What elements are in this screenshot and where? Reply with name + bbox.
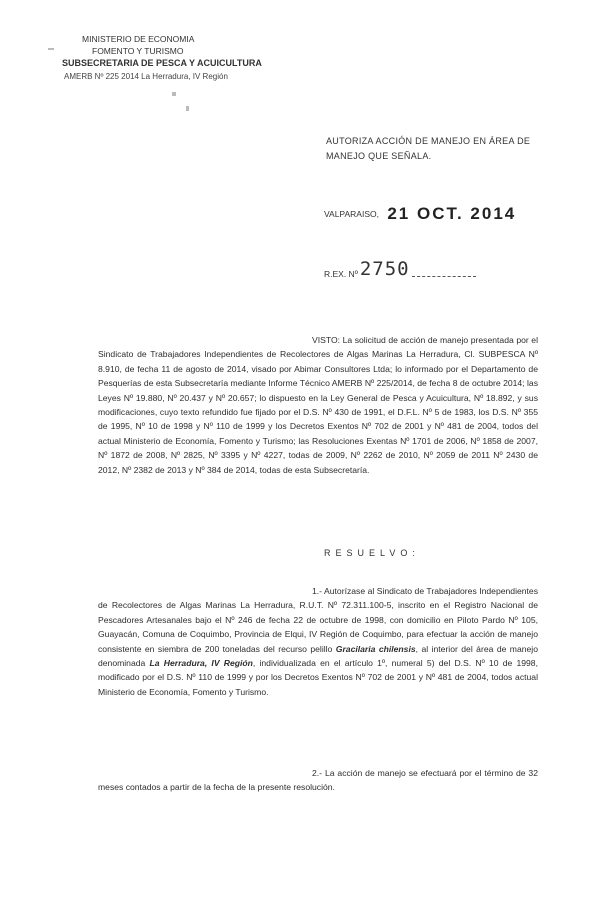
ministry-name: MINISTERIO DE ECONOMIA [82,34,195,44]
place-and-date [324,204,516,224]
place-label: VALPARAISO, [324,209,379,219]
ministry-subtitle: FOMENTO Y TURISMO [92,46,184,56]
scan-mark [186,106,189,111]
article-1-text-middle: , al interior del área de manejo denominada [98,643,538,669]
subsecretary-name: SUBSECRETARIA DE PESCA Y ACUICULTURA [62,58,262,68]
visto-paragraph: VISTO: La solicitud de acción de manejo presentada por el Sindicato de Trabajadores Independientes de Recolectores de Algas Marinas La Herradura, Cl. SUBPESCA Nº 8.910, de fecha 11 de agosto de 2014, visado por Abimar Consultores Ltda; lo informado por el Departamento de Pesquerías de esta Subsecretaría mediante Informe Técnico AMERB Nº 225/2014, de fecha 8 de octubre 2014; las Leyes Nº 19.880, Nº 20.437 y Nº 20.657; lo dispuesto en la Ley General de Pesca y Acuicultura, Nº 18.892, y sus modificaciones, cuyo texto refundido fue fijado por el D.S. Nº 430 de 1991, el D.F.L. Nº 5 de 1983, los D.S. Nº 355 de 1995, Nº 10 de 1998 y Nº 110 de 1999 y los Decretos Exentos Nº 702 de 2001 y Nº 481 de 2004, todos del actual Ministerio de Economía, Fomento y Turismo; las Resoluciones Exentas Nº 1701 de 2006, Nº 1858 de 2007, Nº 1872 de 2008, Nº 2825, Nº 3395 y Nº 4227, todas de 2009, Nº 2262 de 2010, Nº 2059 de 2011 Nº 2430 de 2012, Nº 2382 de 2013 y Nº 384 de 2014, todas de esta Subsecretaría. [98,335,538,475]
resolution-article-1 [98,584,538,699]
article-1-text-end: , individualizada en el artículo 1º, numeral 5) del D.S. Nº 10 de 1998, modificado por el D.S. Nº 110 de 1999 y por los Decretos Exentos Nº 702 de 2001 y Nº 481 de 2004, todos actual Ministerio de Economía, Fomento y Turismo. [98,658,538,697]
resolution-number [324,258,476,280]
scan-mark [48,48,54,50]
resuelvo-heading: RESUELVO: [324,548,420,558]
rex-number: 2750 [359,258,410,280]
area-name: La Herradura, IV Región [149,658,253,669]
species-name: Gracilaria chilensis [335,643,416,654]
resolution-article-2: 2.- La acción de manejo se efectuará por el término de 32 meses contados a partir de la fecha de la presente resolución. [98,768,538,793]
rex-underline [412,276,476,277]
article-1-text: 1.- Autorízase al Sindicato de Trabajadores Independientes de Recolectores de Algas Marinas La Herradura, R.U.T. Nº 72.311.100-5, inscrito en el Registro Nacional de Pescadores Artesanales bajo el Nº 246 de fecha 22 de octubre de 1998, con domicilio en Piloto Pardo Nº 105, Guayacán, Comuna de Coquimbo, Provincia de Elqui, IV Región de Coquimbo, para efectuar la acción de manejo consistente en siembra de 200 toneladas del recurso pelillo [98,586,538,654]
scan-mark [172,92,176,96]
reference-line: AMERB Nº 225 2014 La Herradura, IV Región [64,72,228,81]
rex-label: R.EX. Nº [324,269,358,279]
resolution-subject: AUTORIZA ACCIÓN DE MANEJO EN ÁREA DE MANEJO QUE SEÑALA. [326,136,531,161]
date-stamp: 21 OCT. 2014 [387,204,517,223]
